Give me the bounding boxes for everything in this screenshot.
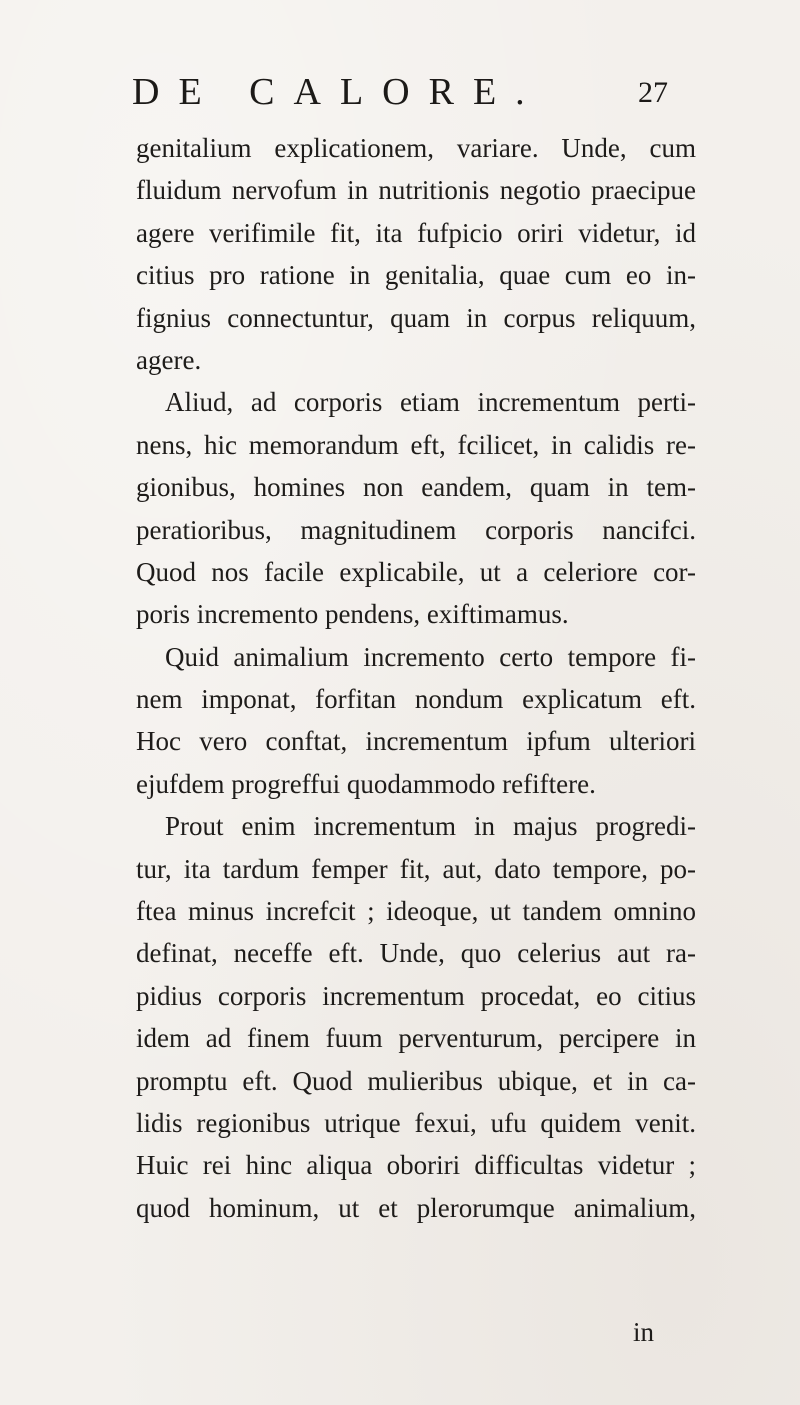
- paragraph-start-line: Prout enim incrementum in majus progredi-: [165, 811, 696, 842]
- body-text: [136, 127, 696, 1229]
- page-header: [0, 70, 800, 120]
- running-title: DE CALORE.: [132, 71, 544, 113]
- text-line: Hoc vero conftat, incrementum ipfum ulteriori: [136, 726, 696, 757]
- paragraph-start-line: Quid animalium incremento certo tempore fi-: [165, 641, 696, 672]
- text-line: Quod nos facile explicabile, ut a celeriore cor-: [136, 556, 696, 587]
- text-line: nem imponat, forfitan nondum explicatum eft.: [136, 684, 696, 715]
- text-line: gionibus, homines non eandem, quam in tem-: [136, 472, 696, 503]
- text-line: ftea minus increfcit ; ideoque, ut tandem omnino: [136, 896, 696, 927]
- paragraph-start-line: Aliud, ad corporis etiam incrementum perti-: [165, 387, 696, 418]
- text-line: tur, ita tardum femper fit, aut, dato tempore, po-: [136, 853, 696, 884]
- text-line: Huic rei hinc aliqua oboriri difficultas videtur ;: [136, 1150, 696, 1181]
- text-line: genitalium explicationem, variare. Unde, cum: [136, 133, 696, 163]
- text-line: fluidum nervofum in nutritionis negotio praecipue: [136, 175, 696, 206]
- text-line: pidius corporis incrementum procedat, eo citius: [136, 980, 696, 1011]
- text-line: poris incremento pendens, exiftimamus.: [136, 599, 569, 630]
- text-line: nens, hic memorandum eft, fcilicet, in calidis re-: [136, 429, 696, 460]
- page-number: 27: [638, 76, 668, 109]
- text-line: promptu eft. Quod mulieribus ubique, et in ca-: [136, 1065, 696, 1096]
- text-line: fignius connectuntur, quam in corpus reliquum,: [136, 302, 696, 333]
- text-line: agere verifimile fit, ita fufpicio oriri videtur, id: [136, 217, 696, 248]
- text-line: agere.: [136, 344, 202, 375]
- text-line: definat, neceffe eft. Unde, quo celerius aut ra-: [136, 938, 696, 969]
- catchword: in: [633, 1317, 655, 1347]
- text-line: ejufdem progreffui quodammodo refiftere.: [136, 768, 596, 799]
- text-line: peratioribus, magnitudinem corporis nancifci.: [136, 514, 696, 545]
- text-line: citius pro ratione in genitalia, quae cum eo in-: [136, 260, 696, 291]
- text-line: quod hominum, ut et plerorumque animalium,: [136, 1192, 696, 1223]
- text-line: idem ad finem fuum perventurum, percipere in: [136, 1023, 696, 1054]
- text-line: lidis regionibus utrique fexui, ufu quidem venit.: [136, 1107, 696, 1138]
